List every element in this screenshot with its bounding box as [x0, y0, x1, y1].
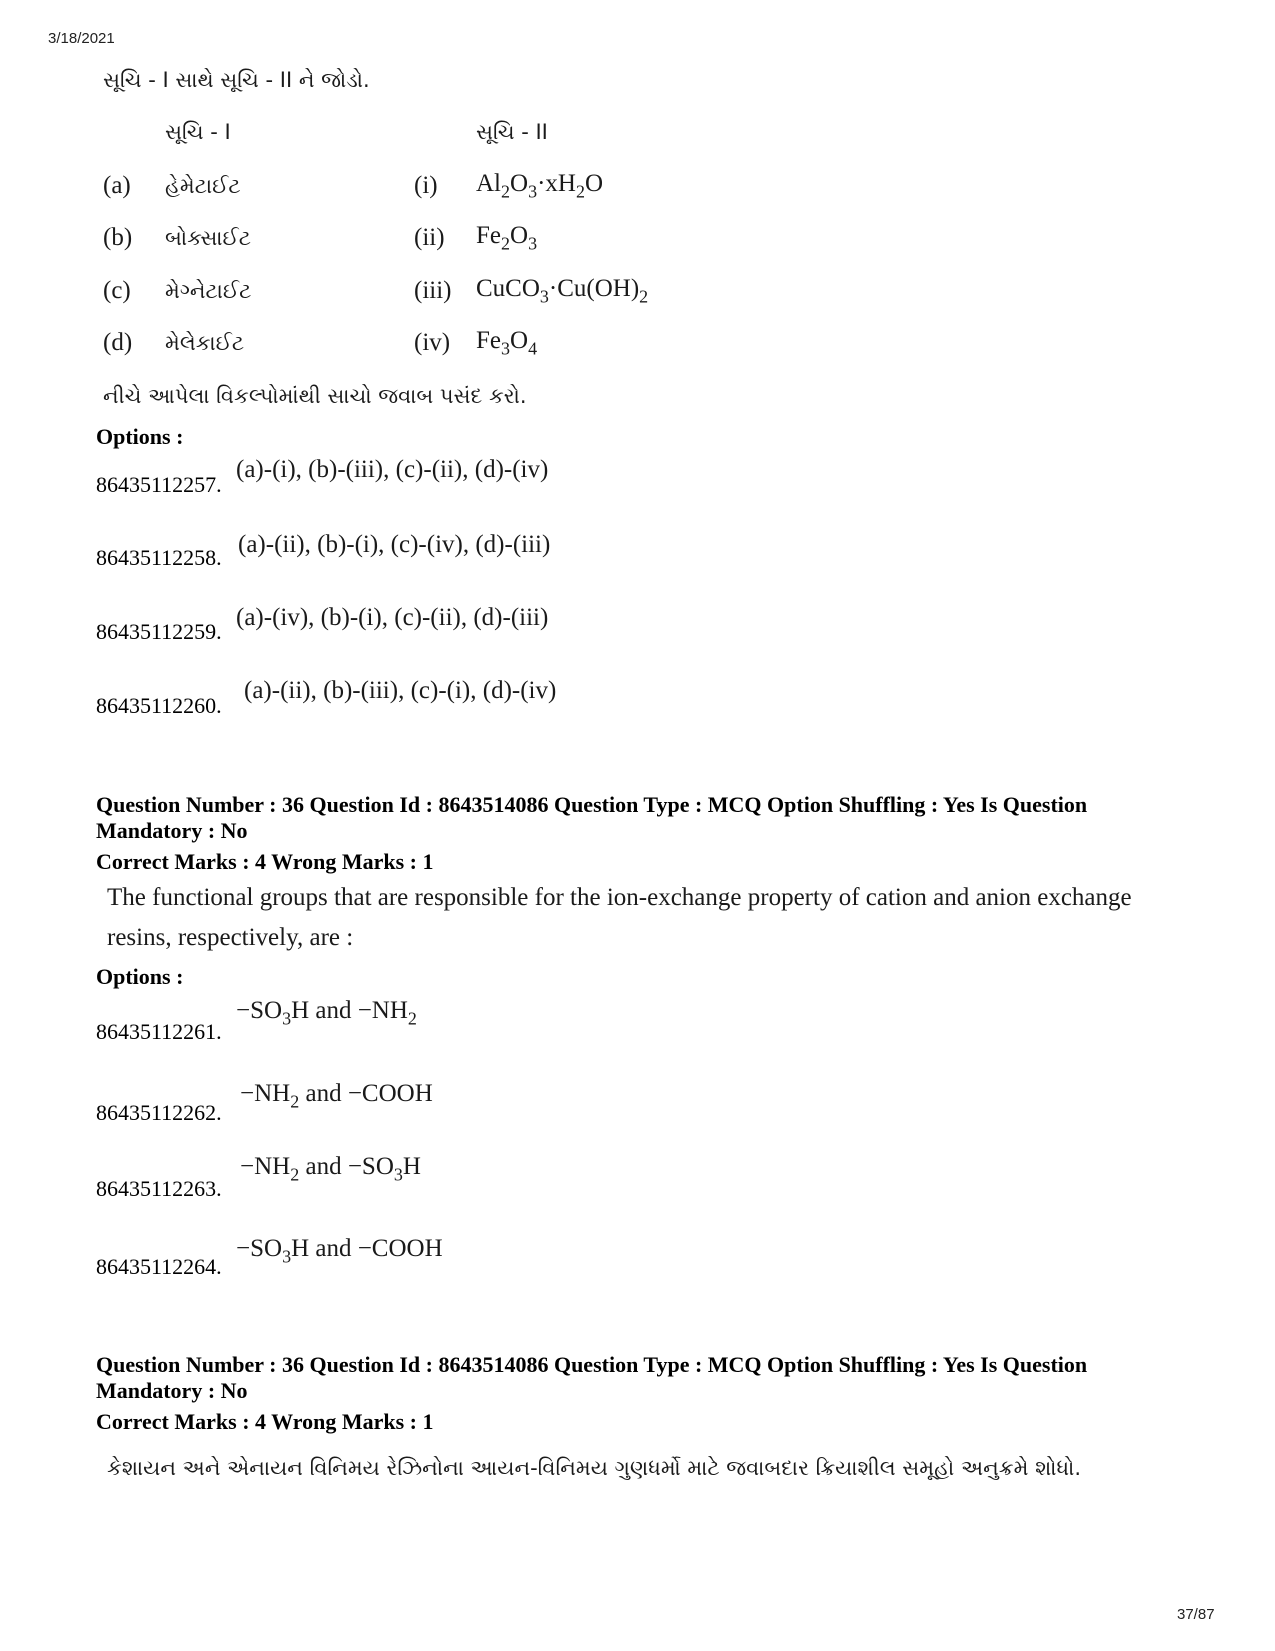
- question-header: Question Number : 36 Question Id : 8643514086 Question Type : MCQ Option Shuffling : Yes Is Question: [96, 1352, 1088, 1377]
- option-text: $-SO_3H$ and −COOH: [236, 1235, 443, 1267]
- option-id: 86435112258.: [96, 545, 222, 570]
- options-label: Options :: [96, 424, 184, 449]
- formula-iii: $CuCO_3\cdot Cu(OH)_2$: [476, 275, 649, 307]
- question-header-mandatory: Mandatory : No: [96, 818, 248, 843]
- option-id: 86435112257.: [96, 472, 222, 497]
- row-label-c: (c): [103, 277, 131, 304]
- option-text: $-NH_2$ and −COOH: [240, 1080, 433, 1112]
- option-text: $-SO_3H$ and $-NH_2$: [236, 997, 417, 1029]
- option-id: 86435112261.: [96, 1019, 222, 1044]
- formula-iv: $Fe_3O_4$: [476, 327, 538, 359]
- option-text: (a)-(ii), (b)-(i), (c)-(iv), (d)-(iii): [238, 531, 551, 558]
- row-label-b: (b): [103, 224, 133, 251]
- roman-iii: (iii): [414, 277, 452, 304]
- mineral-bauxite: બોક્સાઈટ: [165, 226, 251, 250]
- choose-instruction: નીચે આપેલા વિકલ્પોમાંથી સાચો જવાબ પસંદ કરો.: [103, 384, 527, 408]
- list1-header: સૂચિ - I: [165, 120, 231, 144]
- option-id: 86435112260.: [96, 693, 222, 718]
- question-marks: Correct Marks : 4 Wrong Marks : 1: [96, 1409, 434, 1434]
- option-text: $-NH_2$ and $-SO_3H$: [240, 1153, 421, 1185]
- formula-ii: $Fe_2O_3$: [476, 222, 538, 254]
- row-label-a: (a): [103, 172, 131, 199]
- question-marks: Correct Marks : 4 Wrong Marks : 1: [96, 849, 434, 874]
- roman-i: (i): [414, 172, 438, 199]
- option-id: 86435112264.: [96, 1254, 222, 1279]
- question-text: The functional groups that are responsible for the ion-exchange property of cation and anion exchange resins, respectively, are :: [107, 884, 1132, 951]
- page-number: 37/87: [1177, 1606, 1215, 1623]
- question-text-gujarati: કેશાયન અને એનાયન વિનિમય રેઝિનોના આયન-વિનિમય ગુણધર્મો માટે જવાબદાર ક્રિયાશીલ સમૂહો અનુક્રમે શોધો.: [107, 1456, 1082, 1480]
- print-date: 3/18/2021: [48, 30, 115, 47]
- option-text: (a)-(ii), (b)-(iii), (c)-(i), (d)-(iv): [244, 677, 557, 704]
- option-text: (a)-(i), (b)-(iii), (c)-(ii), (d)-(iv): [236, 456, 549, 483]
- options-label: Options :: [96, 964, 184, 989]
- formula-i: $Al_2O_3\cdot xH_2O$: [476, 170, 604, 202]
- list2-header: સૂચિ - II: [476, 120, 548, 144]
- roman-iv: (iv): [414, 329, 451, 356]
- mineral-magnetite: મેગ્નેટાઈટ: [165, 279, 252, 303]
- mineral-malachite: મેલેકાઈટ: [165, 331, 245, 355]
- question-header: Question Number : 36 Question Id : 8643514086 Question Type : MCQ Option Shuffling : Yes Is Question: [96, 792, 1088, 817]
- match-instruction: સૂચિ - I સાથે સૂચિ - II ને જોડો.: [103, 68, 370, 92]
- option-id: 86435112259.: [96, 619, 222, 644]
- question-header-mandatory: Mandatory : No: [96, 1378, 248, 1403]
- mineral-hematite: હેમેટાઈટ: [165, 174, 241, 198]
- option-id: 86435112263.: [96, 1176, 222, 1201]
- row-label-d: (d): [103, 329, 133, 356]
- option-id: 86435112262.: [96, 1100, 222, 1125]
- roman-ii: (ii): [414, 224, 445, 251]
- option-text: (a)-(iv), (b)-(i), (c)-(ii), (d)-(iii): [236, 604, 549, 631]
